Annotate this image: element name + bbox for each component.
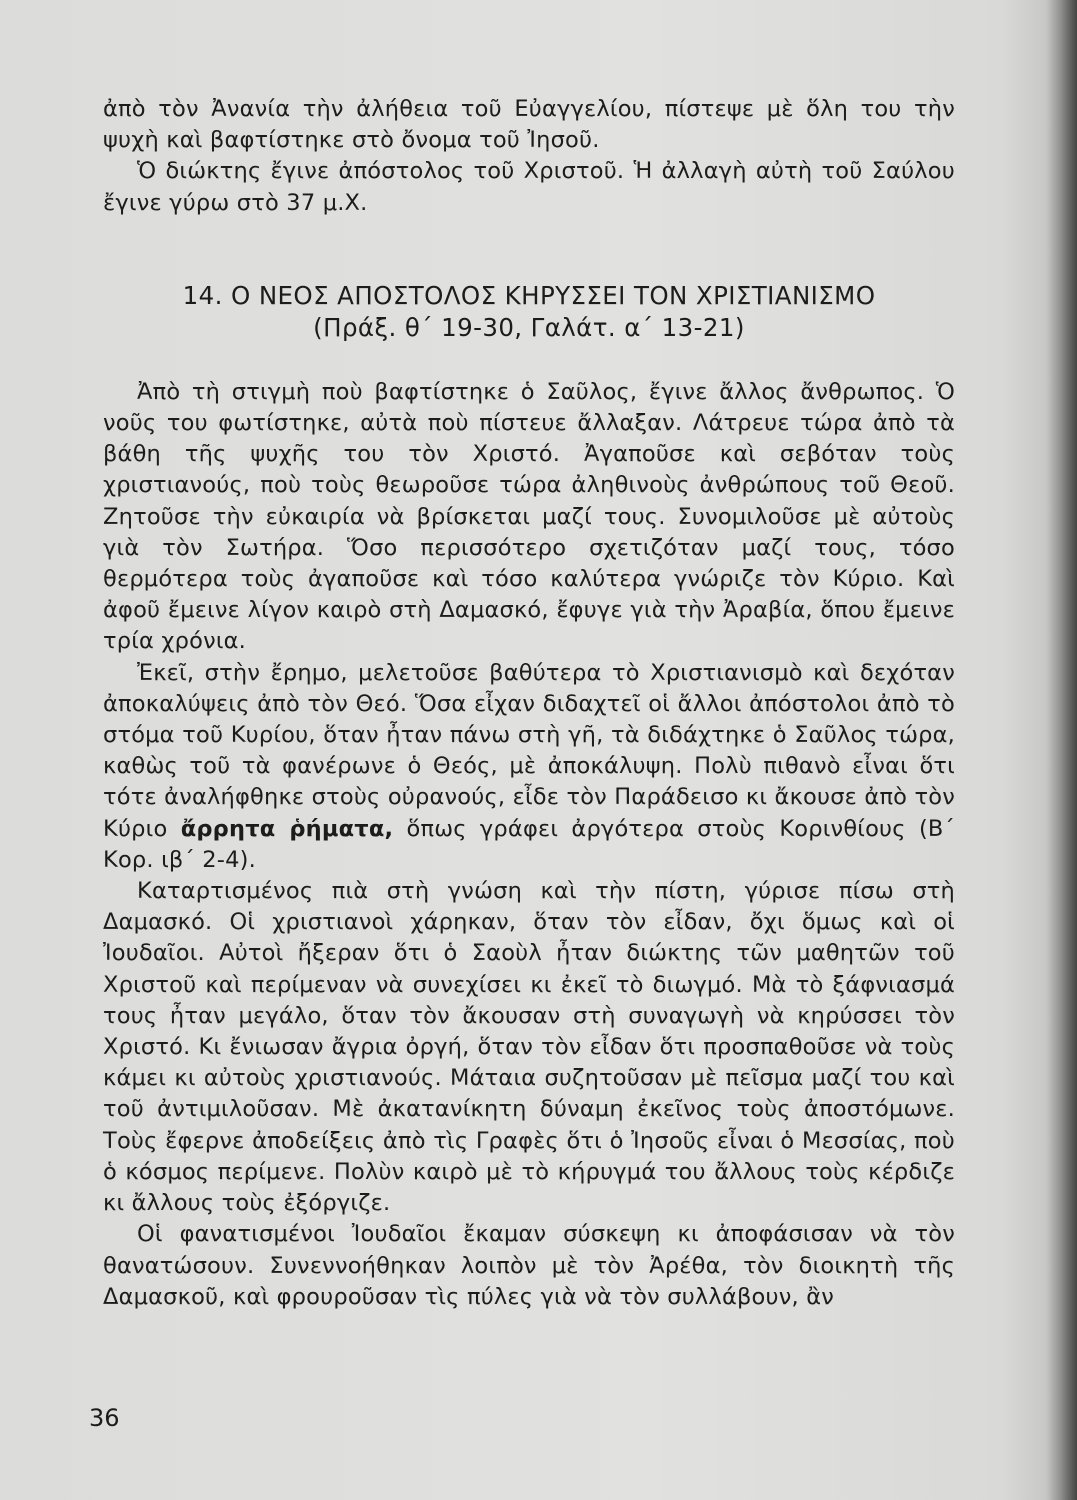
- body-paragraph-2: [103, 658, 955, 876]
- body-paragraph-4: Οἱ φανατισμένοι Ἰουδαῖοι ἔκαμαν σύσκεψη κι ἀποφάσισαν νὰ τὸν θανατώσουν. Συνεννοήθηκαν λοιπὸν μὲ τὸν Ἀρέθα, τὸν διοικητὴ τῆς Δαμασκοῦ, καὶ φρουροῦσαν τὶς πύλες γιὰ νὰ τὸν συλλάβουν, ἂν: [103, 1221, 955, 1310]
- chapter-title: 14. Ο ΝΕΟΣ ΑΠΟΣΤΟΛΟΣ ΚΗΡΥΣΣΕΙ ΤΟΝ ΧΡΙΣΤΙΑΝΙΣΜΟ: [182, 280, 876, 310]
- page-text: [103, 94, 955, 1313]
- intro-paragraph-2: Ὁ διώκτης ἔγινε ἀπόστολος τοῦ Χριστοῦ. Ἡ ἀλλαγὴ αὐτὴ τοῦ Σαύλου ἔγινε γύρω στὸ 37 μ.Χ.: [103, 158, 955, 216]
- body-paragraph-2-end: ὅπως γράφει ἀργότερα στοὺς Κορινθίους (Β΄ Κορ. ιβ΄ 2-4).: [103, 815, 956, 873]
- body-paragraph-2-start: Ἐκεῖ, στὴν ἔρημο, μελετοῦσε βαθύτερα τὸ Χριστιανισμὸ καὶ δεχόταν ἀποκαλύψεις ἀπὸ τὸν Θεό. Ὅσα εἶχαν διδαχτεῖ οἱ ἄλλοι ἀπόστολοι ἀπὸ τὸ στόμα τοῦ Κυρίου, ὅταν ἦταν πάνω στὴ γῆ, τὰ διδάχτηκε ὁ Σαῦλος τώρα, καθὼς τοῦ τὰ φανέρωνε ὁ Θεός, μὲ ἀποκάλυψη. Πολὺ πιθανὸ εἶναι ὅτι τότε ἀναλήφθηκε στοὺς οὐρανούς, εἶδε τὸν Παράδεισο κι ἄκουσε ἀπὸ τὸν Κύριο: [103, 659, 955, 842]
- chapter-reference: (Πράξ. θ΄ 19-30, Γαλάτ. α΄ 13-21): [313, 312, 745, 342]
- chapter-heading: [103, 280, 955, 344]
- body-paragraph-1: Ἀπὸ τὴ στιγμὴ ποὺ βαφτίστηκε ὁ Σαῦλος, ἔγινε ἄλλος ἄνθρωπος. Ὁ νοῦς του φωτίστηκε, αὐτὰ ποὺ πίστευε ἄλλαξαν. Λάτρευε τώρα ἀπὸ τὰ βάθη τῆς ψυχῆς του τὸν Χριστό. Ἀγαποῦσε καὶ σεβόταν τοὺς χριστιανούς, ποὺ τοὺς θεωροῦσε τώρα ἀληθινοὺς ἀνθρώπους τοῦ Θεοῦ. Ζητοῦσε τὴν εὐκαιρία νὰ βρίσκεται μαζί τους. Συνομιλοῦσε μὲ αὐτοὺς γιὰ τὸν Σωτήρα. Ὅσο περισσότερο σχετιζόταν μαζί τους, τόσο θερμότερα τοὺς ἀγαποῦσε καὶ τόσο καλύτερα γνώριζε τὸν Κύριο. Καὶ ἀφοῦ ἔμεινε λίγον καιρὸ στὴ Δαμασκό, ἔφυγε γιὰ τὴν Ἀραβία, ὅπου ἔμεινε τρία χρόνια.: [103, 378, 955, 655]
- page-spine-shadow: [1047, 0, 1077, 1500]
- page-number: 36: [89, 1404, 120, 1432]
- intro-paragraph-1: ἀπὸ τὸν Ἀνανία τὴν ἀλήθεια τοῦ Εὐαγγελίου, πίστεψε μὲ ὅλη του τὴν ψυχὴ καὶ βαφτίστηκε στὸ ὄνομα τοῦ Ἰησοῦ.: [103, 96, 955, 154]
- body-paragraph-3: Καταρτισμένος πιὰ στὴ γνώση καὶ τὴν πίστη, γύρισε πίσω στὴ Δαμασκό. Οἱ χριστιανοὶ χάρηκαν, ὅταν τὸν εἶδαν, ὄχι ὅμως καὶ οἱ Ἰουδαῖοι. Αὐτοὶ ἤξεραν ὅτι ὁ Σαοὺλ ἦταν διώκτης τῶν μαθητῶν τοῦ Χριστοῦ καὶ περίμεναν νὰ συνεχίσει κι ἐκεῖ τὸ διωγμό. Μὰ τὸ ξάφνιασμά τους ἦταν μεγάλο, ὅταν τὸν ἄκουσαν στὴ συναγωγὴ νὰ κηρύσσει τὸν Χριστό. Κι ἔνιωσαν ἄγρια ὀργή, ὅταν τὸν εἶδαν ὅτι προσπαθοῦσε νὰ τοὺς κάμει κι αὐτοὺς χριστιανούς. Μάταια συζητοῦσαν μὲ πεῖσμα μαζί του καὶ τοῦ ἀντιμιλοῦσαν. Μὲ ἀκατανίκητη δύναμη ἐκεῖνος τοὺς ἀποστόμωνε. Τοὺς ἔφερνε ἀποδείξεις ἀπὸ τὶς Γραφὲς ὅτι ὁ Ἰησοῦς εἶναι ὁ Μεσσίας, ποὺ ὁ κόσμος περίμενε. Πολὺν καιρὸ μὲ τὸ κήρυγμά του ἄλλους τοὺς κέρδιζε κι ἄλλους τοὺς ἐξόργιζε.: [103, 878, 955, 1217]
- emphasized-phrase: ἄρρητα ῥήματα,: [180, 815, 394, 842]
